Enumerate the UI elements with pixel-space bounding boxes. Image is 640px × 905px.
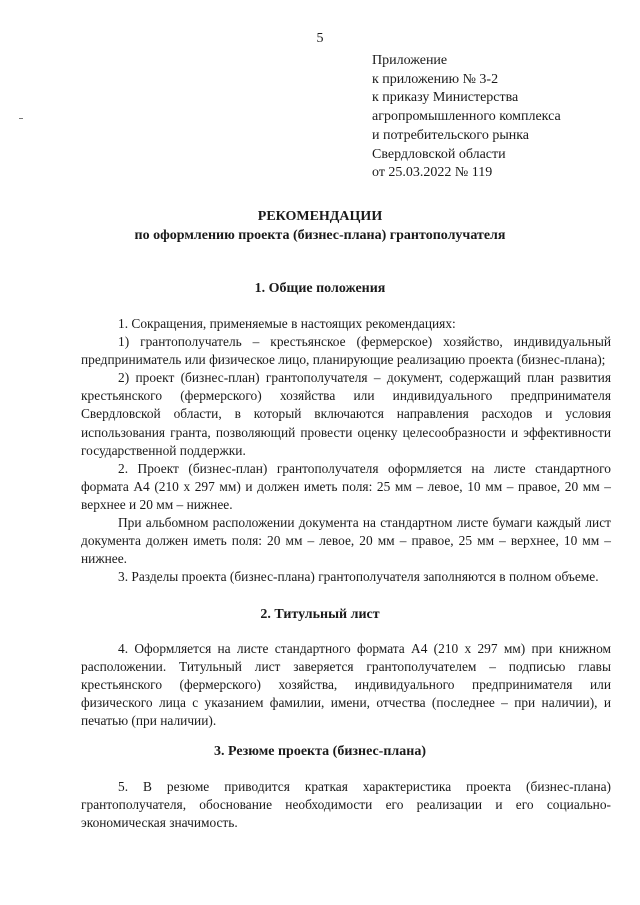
approval-line: и потребительского рынка [372, 127, 530, 143]
document-subtitle: по оформлению проекта (бизнес-плана) грантополучателя [134, 228, 506, 243]
paragraph: 4. Оформляется на листе стандартного формата А4 (210 х 297 мм) при книжном расположении. Титульный лист заверяется грантополучателем – подписью главы крестьянского (фермерского) хозяйства, индивидуального предпринимателя или физического лица с указанием фамилии, имени, отчества (последнее – при наличии), и печатью (при наличии). [81, 641, 611, 729]
page-number: 5 [316, 31, 324, 46]
approval-line: Свердловской области [372, 146, 506, 162]
approval-line: Приложение [372, 53, 448, 68]
paragraph: 2) проект (бизнес-план) грантополучателя – документ, содержащий план развития крестьянского (фермерского) хозяйства или индивидуального предпринимателя Свердловской области, в который включаются направления расходов и условия использования гранта, позволяющий провести оценку целесообразности и эффективности государственной поддержки. [81, 370, 611, 458]
approval-block [372, 52, 632, 183]
document-title: РЕКОМЕНДАЦИИ [257, 209, 383, 224]
approval-line: к приказу Министерства [372, 90, 519, 106]
paragraph: 5. В резюме приводится краткая характеристика проекта (бизнес-плана) грантополучателя, обоснование необходимости его реализации и его социально-экономическая значимость. [81, 779, 611, 831]
section-heading-title-page: 2. Титульный лист [260, 607, 380, 622]
section-summary-body [81, 778, 611, 832]
approval-line: к приложению № 3-2 [372, 71, 499, 87]
paragraph: 3. Разделы проекта (бизнес-плана) грантополучателя заполняются в полном объеме. [118, 569, 599, 585]
approval-line: от 25.03.2022 № 119 [372, 165, 493, 181]
approval-line: агропромышленного комплекса [372, 109, 561, 125]
section-title-page-body [81, 640, 611, 730]
section-heading-general: 1. Общие положения [254, 281, 386, 296]
margin-mark [19, 118, 23, 119]
paragraph: 1) грантополучатель – крестьянское (фермерское) хозяйство, индивидуальный предприниматель или физическое лицо, планирующие реализацию проекта (бизнес-плана); [81, 334, 611, 368]
paragraph: При альбомном расположении документа на стандартном листе бумаги каждый лист документа должен иметь поля: 20 мм – левое, 20 мм – правое, 25 мм – верхнее, 10 мм – нижнее. [81, 515, 611, 567]
section-heading-summary: 3. Резюме проекта (бизнес-плана) [214, 744, 426, 759]
section-general-body [81, 315, 611, 586]
paragraph: 2. Проект (бизнес-план) грантополучателя оформляется на листе стандартного формата А4 (210 х 297 мм) и должен иметь поля: 25 мм – левое, 10 мм – правое, 20 мм – верхнее и 20 мм – нижнее. [81, 460, 611, 512]
paragraph: 1. Сокращения, применяемые в настоящих рекомендациях: [118, 316, 456, 331]
